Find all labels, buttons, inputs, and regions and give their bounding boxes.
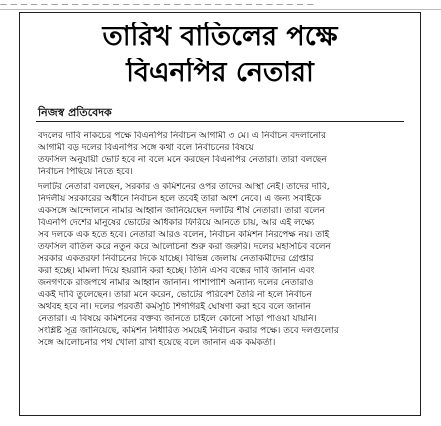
body-text-line: একই দাবি তুলেছেন। তারা মনে করেন, ভোটের পরিবেশ তৈরি না হলে নির্বাচন	[38, 290, 312, 300]
body-text-line: নির্দলীয় সরকারের অধীনে নির্বাচন হলে তবেই তারা অংশ নেবে। এ জন্য সবাইকে	[38, 194, 322, 204]
page-top-strip: — — — — — — — — — — — — — — — — — — — — — — — — — — — — — — —	[0, 0, 441, 10]
body-text-line: সঙ্গে আলোচনার পথ খোলা রাখা হয়েছে বলে জানান এক কর্মকর্তা।	[38, 338, 276, 348]
reporter-byline: নিজস্ব প্রতিবেদক	[38, 106, 112, 119]
body-text-line: তফসিল বাতিল করে নতুন করে আলোচনা শুরু করা জরুরি। দলের মহাসচিব বলেন	[38, 242, 331, 252]
body-text-line: বদলের দাবি নাকচের পক্ষে বিএনপির নির্বাচন আগামী ৩ মে। এ নির্বাচন বদলানোর	[38, 131, 326, 141]
body-text-line: দলটির নেতারা বলছেন, সরকার ও কমিশনের ওপর তাদের আস্থা নেই। তাদের দাবি,	[38, 182, 330, 192]
headline-line-2: বিএনপির নেতারা	[126, 58, 314, 88]
body-text-line: সরকার একতরফা নির্বাচনের দিকে যাচ্ছে। বিভিন্ন জেলায় নেতাকর্মীদের গ্রেপ্তার	[38, 254, 314, 264]
byline-divider	[36, 121, 404, 122]
body-text-line: করা হচ্ছে। মামলা দিয়ে হয়রানি করা হচ্ছে। তিনি এসব বন্ধের দাবি জানান এবং	[38, 266, 315, 276]
body-text-line: একসঙ্গে আন্দোলনে নামার আহ্বান জানিয়েছেন দলটির শীর্ষ নেতারা। তারা বলেন	[38, 206, 325, 216]
headline-line-1: তারিখ বাতিলের পক্ষে	[102, 22, 338, 52]
body-text-line: সব দলকে এক হতে হবে। নেতারা আরও বলেন, নির্বাচন কমিশন নিরপেক্ষ নয়। তাই	[38, 230, 330, 240]
body-text-line: সংশ্লিষ্ট সূত্র জানিয়েছে, কমিশন নির্ধারিত সময়েই নির্বাচন করার পক্ষে। তবে দলগুলোর	[38, 326, 339, 336]
body-text-line: জনগণকে রাজপথে নামার আহ্বান জানান। পাশাপাশি অন্যান্য দলের নেতারাও	[38, 278, 314, 288]
body-text-line: নেতারা। এ বিষয়ে কমিশনের বক্তব্য জানতে চাইলে কোনো সাড়া পাওয়া যায়নি।	[38, 314, 317, 324]
body-text-line: বিএনপি দেশের মানুষের ভোটের অধিকার ফিরিয়ে আনতে চায়, আর এই লক্ষ্যে	[38, 218, 315, 228]
body-text-line: নির্বাচন পিছিয়ে নিতে হবে।	[38, 167, 133, 177]
body-text-line: তফসিল অনুযায়ী ভোট হবে না বলে মনে করছেন বিএনপির নেতারা। তারা বলছেন	[38, 155, 327, 165]
body-text-line: আগামী বড় দলের বিএনপির সঙ্গে কথা বলে নির্বাচনের বিষয়ে	[38, 143, 254, 153]
body-text-line: অর্থবহ হবে না। দলের পরবর্তী কর্মসূচি শিগগিরই ঘোষণা করা হবে বলে জানান	[38, 302, 311, 312]
